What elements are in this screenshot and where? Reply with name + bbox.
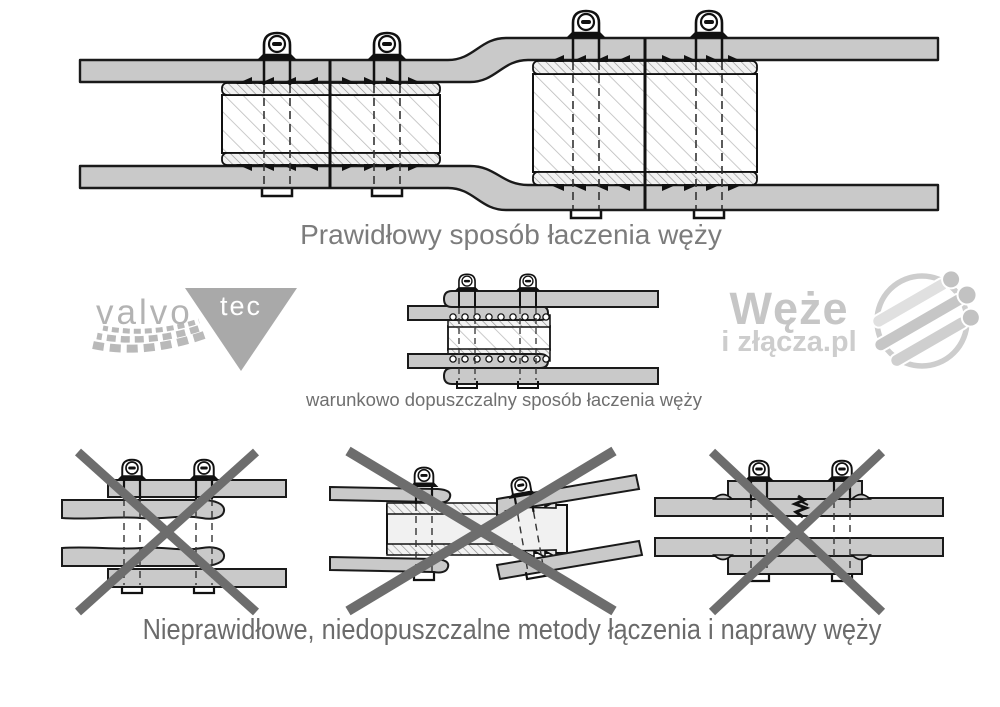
hose-top-wall [80,38,938,82]
weze-logo-subtitle: i złącza.pl [721,326,857,358]
figure-conditional-connection [408,274,658,388]
figure-wrong-misaligned [330,451,642,611]
outer-hose-wall [444,291,658,307]
hose-clamp-icon [744,461,774,481]
valvotec-triangle-text: tec [219,291,263,321]
weze-logo-title: Węże [729,283,849,334]
hose-clamp-icon [367,33,407,60]
caption-incorrect-methods: Nieprawidłowe, niedopuszczalne metody łączenia i naprawy węży [142,614,882,646]
hoses-bundle-icon [860,264,991,375]
hose-clamp-icon [257,33,297,60]
caption-conditional-method: warunkowo dopuszczalny sposób łaczenia węży [306,389,702,410]
hose-clamp-icon [189,460,219,480]
hose-clamp-icon [689,11,729,38]
hose-bottom-wall [80,166,938,210]
hose-wall [655,538,943,556]
figure-wrong-no-fitting [62,452,286,612]
hose-clamp-icon [455,274,480,291]
outer-hose-wall [108,569,286,587]
hose-clamp-icon [117,460,147,480]
hose-clamp-icon [516,274,541,291]
hose-clamp-icon [410,468,439,487]
figure-correct-connection [80,11,938,218]
connector-body [448,326,550,350]
weze-logo-icon [860,264,991,375]
hose-clamp-icon [566,11,606,38]
caption-correct-method: Prawidłowy sposób łaczenia węży [300,219,722,250]
figure-wrong-repaired [655,452,943,612]
cross-mark-icon [712,452,882,612]
valvotec-wordmark: valvo [96,293,193,332]
